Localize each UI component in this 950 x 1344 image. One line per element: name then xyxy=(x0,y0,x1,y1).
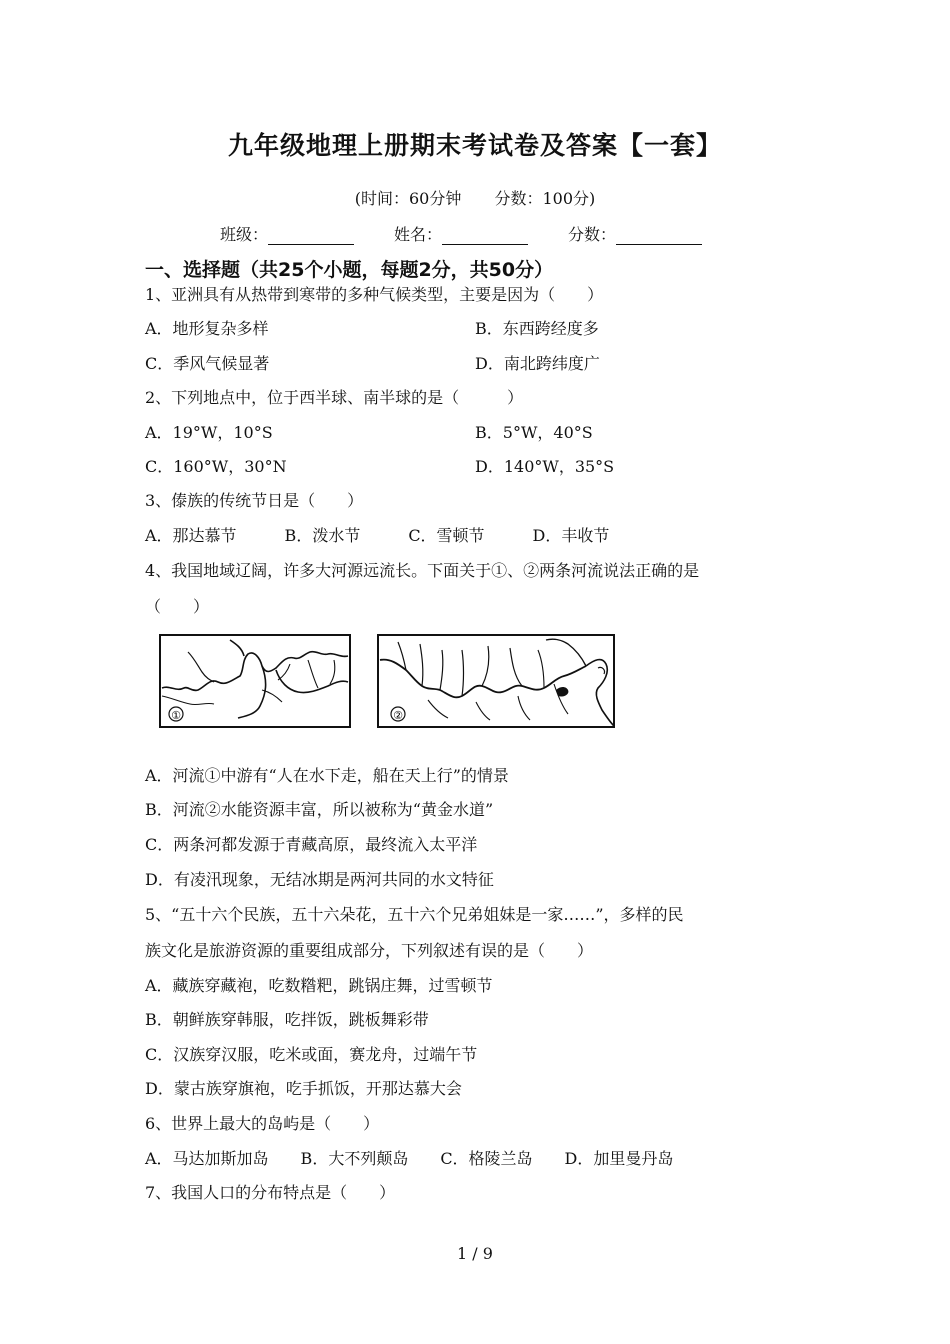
river-map-1 xyxy=(160,635,350,727)
section-heading: 一、选择题（共25个小题，每题2分，共50分） xyxy=(145,259,554,281)
question-1-option-b: B．东西跨经度多 xyxy=(475,319,599,338)
river-maps xyxy=(158,630,628,734)
question-3-stem: 3、傣族的传统节日是（ ） xyxy=(145,491,364,510)
question-5-option-c: C．汉族穿汉服，吃米或面，赛龙舟，过端午节 xyxy=(145,1045,478,1064)
score-field xyxy=(568,222,702,245)
question-1-option-c: C．季风气候显著 xyxy=(145,354,270,373)
question-2-option-c: C．160°W，30°N xyxy=(145,457,287,476)
question-5-option-a: A．藏族穿藏袍，吃数糌粑，跳锅庄舞，过雪顿节 xyxy=(145,976,493,995)
question-4-option-b: B．河流②水能资源丰富，所以被称为“黄金水道” xyxy=(145,800,494,819)
question-4-stem-line2: （ ） xyxy=(145,597,210,616)
exam-time: (时间：60分钟 xyxy=(354,189,462,208)
question-2-option-a: A．19°W，10°S xyxy=(145,423,273,442)
score-label: 分数： xyxy=(568,225,617,244)
river-maps-figure xyxy=(158,630,628,730)
river-map-2-label: ② xyxy=(393,709,403,722)
question-5-stem-line1: 5、“五十六个民族，五十六朵花，五十六个兄弟姐妹是一家……”，多样的民 xyxy=(145,905,684,924)
question-6-stem: 6、世界上最大的岛屿是（ ） xyxy=(145,1114,380,1133)
question-5-stem-line2: 族文化是旅游资源的重要组成部分，下列叙述有误的是（ ） xyxy=(145,941,594,960)
name-blank[interactable] xyxy=(442,226,528,245)
river-map-1-label: ① xyxy=(171,709,181,722)
river-map-2 xyxy=(378,635,614,727)
question-6-options: A．马达加斯加岛 B．大不列颠岛 C．格陵兰岛 D．加里曼丹岛 xyxy=(145,1149,674,1168)
question-7-stem: 7、我国人口的分布特点是（ ） xyxy=(145,1183,396,1202)
class-label: 班级： xyxy=(220,225,269,244)
name-label: 姓名： xyxy=(394,225,443,244)
student-info xyxy=(220,222,742,245)
question-4-stem-line1: 4、我国地域辽阔，许多大河源远流长。下面关于①、②两条河流说法正确的是 xyxy=(145,561,700,580)
page-number: 1 / 9 xyxy=(457,1244,493,1263)
question-1-option-d: D．南北跨纬度广 xyxy=(475,354,600,373)
score-blank[interactable] xyxy=(616,226,702,245)
question-5-option-d: D．蒙古族穿旗袍，吃手抓饭，开那达慕大会 xyxy=(145,1079,462,1098)
question-3-options: A．那达慕节 B．泼水节 C．雪顿节 D．丰收节 xyxy=(145,526,610,545)
page-title: 九年级地理上册期末考试卷及答案【一套】 xyxy=(227,131,722,160)
question-1-stem: 1、亚洲具有从热带到寒带的多种气候类型，主要是因为（ ） xyxy=(145,285,604,304)
question-1-option-a: A．地形复杂多样 xyxy=(145,319,269,338)
question-2-stem: 2、下列地点中，位于西半球、南半球的是（ ） xyxy=(145,388,524,407)
class-blank[interactable] xyxy=(268,226,354,245)
question-4-option-c: C．两条河都发源于青藏高原，最终流入太平洋 xyxy=(145,835,478,854)
question-2-option-b: B．5°W，40°S xyxy=(475,423,593,442)
class-field xyxy=(220,222,354,245)
question-2-option-d: D．140°W，35°S xyxy=(475,457,615,476)
exam-total-score: 分数：100分) xyxy=(494,189,596,208)
question-4-option-d: D．有凌汛现象，无结冰期是两河共同的水文特征 xyxy=(145,870,494,889)
exam-subtitle xyxy=(0,186,950,209)
question-4-option-a: A．河流①中游有“人在水下走，船在天上行”的情景 xyxy=(145,766,509,785)
question-5-option-b: B．朝鲜族穿韩服，吃拌饭，跳板舞彩带 xyxy=(145,1010,429,1029)
name-field xyxy=(394,222,528,245)
